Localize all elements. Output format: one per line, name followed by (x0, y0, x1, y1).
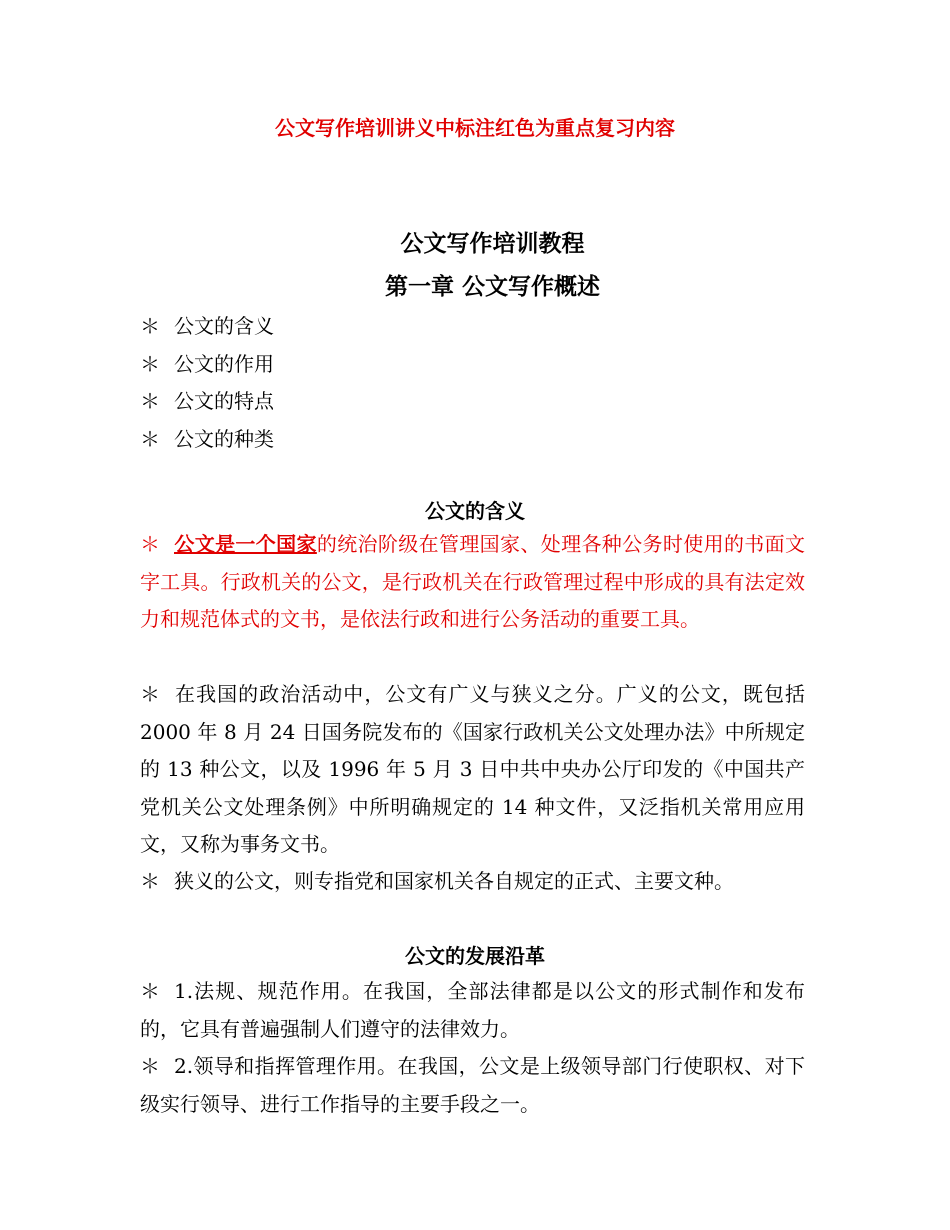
chapter-title: 第一章 公文写作概述 (384, 274, 600, 300)
outline-item-label: 公文的特点 (174, 389, 274, 413)
bullet-icon: ＊ (140, 351, 160, 376)
section-heading-history: 公文的发展沿革 (405, 944, 545, 968)
paragraph-text: 狭义的公文，则专指党和国家机关各自规定的正式、主要文种。 (174, 869, 734, 893)
course-title: 公文写作培训教程 (400, 231, 585, 257)
section-heading-meaning: 公文的含义 (425, 499, 525, 523)
paragraph-narrow-sense (140, 863, 805, 901)
paragraph-text: 的统治阶级在管理国家、处理各种公务时使用的书面文字工具。行政机关的公文，是行政机关在行政管理过程中形成的具有法定效力和规范体式的文书，是依法行政和进行公务活动的重要工具。 (140, 532, 806, 631)
bullet-icon: ＊ (140, 314, 160, 338)
bullet-icon: ＊ (140, 979, 160, 1003)
paragraph-text: 在我国的政治活动中，公文有广义与狭义之分。广义的公文，既包括 2000 年 8 月 24 日国务院发布的《国家行政机关公文处理办法》中所规定的 13 种公文，以及 1996 年 5 月 3 日中共中央办公厅印发的《中国共产党机关公文处理条例》中所明确规定的 14 种文件，又泛指机关常用应用文，又称为事务文书。 (140, 682, 805, 856)
bullet-icon: ＊ (140, 1054, 160, 1078)
bullet-icon: ＊ (140, 532, 160, 556)
paragraph-regulation (140, 973, 805, 1048)
paragraph-text: 1.法规、规范作用。在我国，全部法律都是以公文的形式制作和发布的，它具有普遍强制人们遵守的法律效力。 (140, 979, 805, 1041)
paragraph-leadership (140, 1048, 805, 1123)
chapter-outline (140, 308, 740, 458)
bullet-icon: ＊ (140, 426, 160, 451)
paragraph-text: 2.领导和指挥管理作用。在我国，公文是上级领导部门行使职权、对下级实行领导、进行工作指导的主要手段之一。 (140, 1054, 805, 1116)
outline-item (140, 383, 740, 421)
outline-item-label: 公文的种类 (174, 426, 274, 451)
paragraph-broad-sense (140, 676, 805, 864)
red-notice: 公文写作培训讲义中标注红色为重点复习内容 (275, 116, 675, 140)
bullet-icon: ＊ (140, 389, 160, 413)
outline-item (140, 346, 740, 384)
highlighted-phrase: 公文是一个国家 (174, 532, 317, 556)
outline-item (140, 308, 740, 346)
outline-item-label: 公文的作用 (174, 351, 274, 376)
bullet-icon: ＊ (140, 682, 160, 706)
outline-item-label: 公文的含义 (174, 314, 274, 338)
paragraph-definition (140, 526, 805, 639)
outline-item (140, 421, 740, 459)
bullet-icon: ＊ (140, 869, 160, 893)
